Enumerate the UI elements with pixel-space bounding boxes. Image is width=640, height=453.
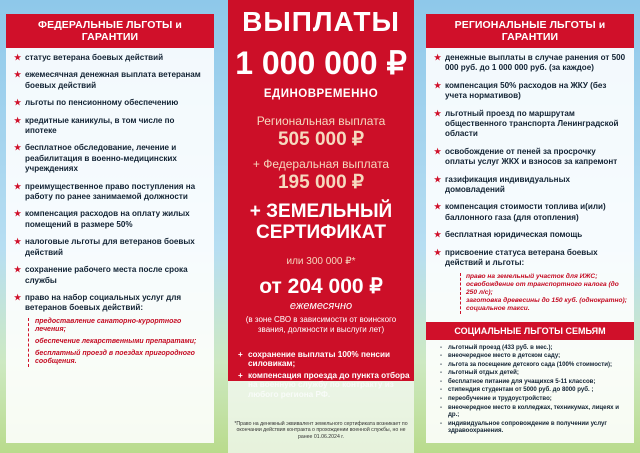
federal-payment-value: 195 000 ₽ [277, 172, 365, 193]
sub-item: бесплатный проезд в поездах пригородного сообщения. [35, 349, 195, 366]
list-item: ★ сохранение рабочего места после срока службы [14, 265, 188, 285]
payments-banner [228, 0, 414, 381]
star-icon: ★ [434, 108, 442, 118]
star-icon: ★ [14, 292, 22, 302]
sub-item: предоставление санаторно-курортного лечения; [35, 317, 182, 334]
star-icon: ★ [434, 230, 442, 240]
star-icon: ★ [14, 70, 22, 80]
list-item: - льгота за посещение детского сада (100% стоимости); [440, 360, 613, 368]
list-item: - бесплатное питание для учащихся 5-11 классов; [440, 377, 596, 385]
list-item: ★ бесплатное обследование, лечение и реабилитация в военно-медицинских учреждениях [14, 143, 177, 174]
star-icon: ★ [434, 174, 442, 184]
list-item: ★ льготы по пенсионному обеспечению [14, 98, 179, 108]
federal-benefits-title: ФЕДЕРАЛЬНЫЕ ЛЬГОТЫ и ГАРАНТИИ [6, 14, 214, 48]
list-item: - внеочередное место в детском саду; [440, 352, 561, 360]
list-item: ★ денежные выплаты в случае ранения от 500 000 руб. до 1 000 000 руб. (за каждое) [434, 53, 626, 73]
federal-benefits-list [6, 48, 214, 367]
star-icon: ★ [14, 53, 22, 62]
monthly-payment-note: (в зоне СВО в зависимости от воинского звания, должности и выслуги лет) [245, 315, 397, 334]
list-item: ★ преимущественное право поступления на работу по ранее занимаемой должности [14, 181, 196, 202]
star-icon: ★ [14, 115, 22, 125]
land-certificate-line2: СЕРТИФИКАТ [256, 222, 386, 243]
list-item: - стипендия студентам от 5000 руб. до 8000 руб. ; [440, 386, 594, 394]
regional-benefits-panel [426, 14, 634, 443]
list-item: ★ компенсация расходов на оплату жилых помещений в размере 50% [14, 209, 190, 229]
star-icon: ★ [434, 146, 442, 156]
list-item: ★ бесплатная юридическая помощь [434, 230, 583, 240]
list-item: ★ налоговые льготы для ветеранов боевых действий [14, 237, 195, 257]
payments-title: ВЫПЛАТЫ [242, 6, 400, 37]
list-item: + компенсация проезда до пункта отбора [238, 371, 410, 399]
social-services-sublist [28, 318, 208, 367]
star-icon: ★ [14, 237, 22, 247]
star-icon: ★ [14, 98, 22, 108]
land-certificate-alternative: или 300 000 ₽* [286, 256, 356, 267]
list-item: ★ компенсация 50% расходов на ЖКУ (без учета нормативов) [434, 80, 607, 101]
star-icon: ★ [14, 209, 22, 219]
list-item: ★ компенсация стоимости топлива и(или) баллонного газа (для отопления) [434, 202, 606, 222]
list-item: - переобучение и трудоустройство; [440, 395, 552, 403]
list-item: ★ право на набор социальных услуг для ветеранов боевых действий: [14, 292, 182, 313]
payments-panel [228, 0, 414, 453]
plus-icon: + [238, 350, 243, 359]
family-benefits-list [426, 344, 634, 436]
star-icon: ★ [434, 247, 442, 257]
footnote-area [228, 381, 414, 453]
sub-item: освобождение от транспортного налога (до 250 л/с); [466, 280, 619, 296]
regional-payment-label: Региональная выплата [256, 114, 386, 128]
lump-sum-amount: 1 000 000 ₽ [235, 45, 407, 81]
list-item: + сохранение выплаты 100% пенсии силовикам; [238, 350, 391, 369]
list-item: ★ льготный проезд по маршрутам общественного транспорта Ленинградской области [434, 108, 619, 139]
plus-icon: + [238, 370, 243, 380]
list-item: ★ кредитные каникулы, в том числе по ипотеке [14, 115, 175, 136]
list-item: ★ освобождение от пеней за просрочку оплаты услуг ЖКХ и взносов за капремонт [434, 146, 618, 167]
list-item: - внеочередное место в колледжах, техникумах, лицеях и др.; [440, 403, 619, 419]
list-item: ★ газификация индивидуальных домовладений [434, 174, 570, 195]
regional-benefits-list [426, 48, 634, 314]
star-icon: ★ [14, 181, 22, 191]
regional-payment-value: 505 000 ₽ [277, 129, 365, 150]
list-item: ★ статус ветерана боевых действий [14, 53, 164, 62]
monthly-payment-value: от 204 000 ₽ [259, 275, 383, 298]
sub-item: обеспечение лекарственными препаратами; [35, 337, 197, 345]
list-item: ★ ежемесячная денежная выплата ветеранам боевых действий [14, 70, 201, 90]
star-icon: ★ [434, 202, 442, 212]
sub-item: право на земельный участок для ИЖС; [466, 272, 598, 280]
footnote: *Право на денежный эквивалент земельного сертификата возникает по окончании действия контракта о прохождении военной службы, но не ранее 01.06.2024 г. [234, 421, 408, 440]
veteran-status-sublist [460, 273, 628, 314]
land-certificate-line1: + ЗЕМЕЛЬНЫЙ [249, 201, 393, 222]
star-icon: ★ [434, 80, 442, 90]
federal-benefits-panel [6, 14, 214, 443]
family-benefits-title: СОЦИАЛЬНЫЕ ЛЬГОТЫ СЕМЬЯМ [426, 322, 634, 340]
federal-payment-label: + Федеральная выплата [252, 157, 390, 171]
sub-item: заготовка древесины до 150 куб. (однократно); [466, 297, 627, 305]
regional-benefits-title: РЕГИОНАЛЬНЫЕ ЛЬГОТЫ и ГАРАНТИИ [426, 14, 634, 48]
star-icon: ★ [14, 265, 22, 275]
star-icon: ★ [14, 143, 22, 153]
monthly-payment-label: ежемесячно [289, 300, 353, 312]
star-icon: ★ [434, 53, 442, 62]
list-item: - льготный проезд (433 руб. в мес.); [440, 343, 553, 351]
sub-item: социальное такси. [466, 305, 530, 313]
list-item: ★ присвоение статуса ветерана боевых действий и льготы: [434, 247, 598, 268]
list-item: - индивидуальное сопровождение в получении услуг здравоохранения. [440, 419, 607, 435]
land-certificate [228, 201, 414, 243]
list-item: - льготный отдых детей; [440, 369, 519, 377]
lump-sum-label: ЕДИНОВРЕМЕННО [263, 88, 379, 100]
